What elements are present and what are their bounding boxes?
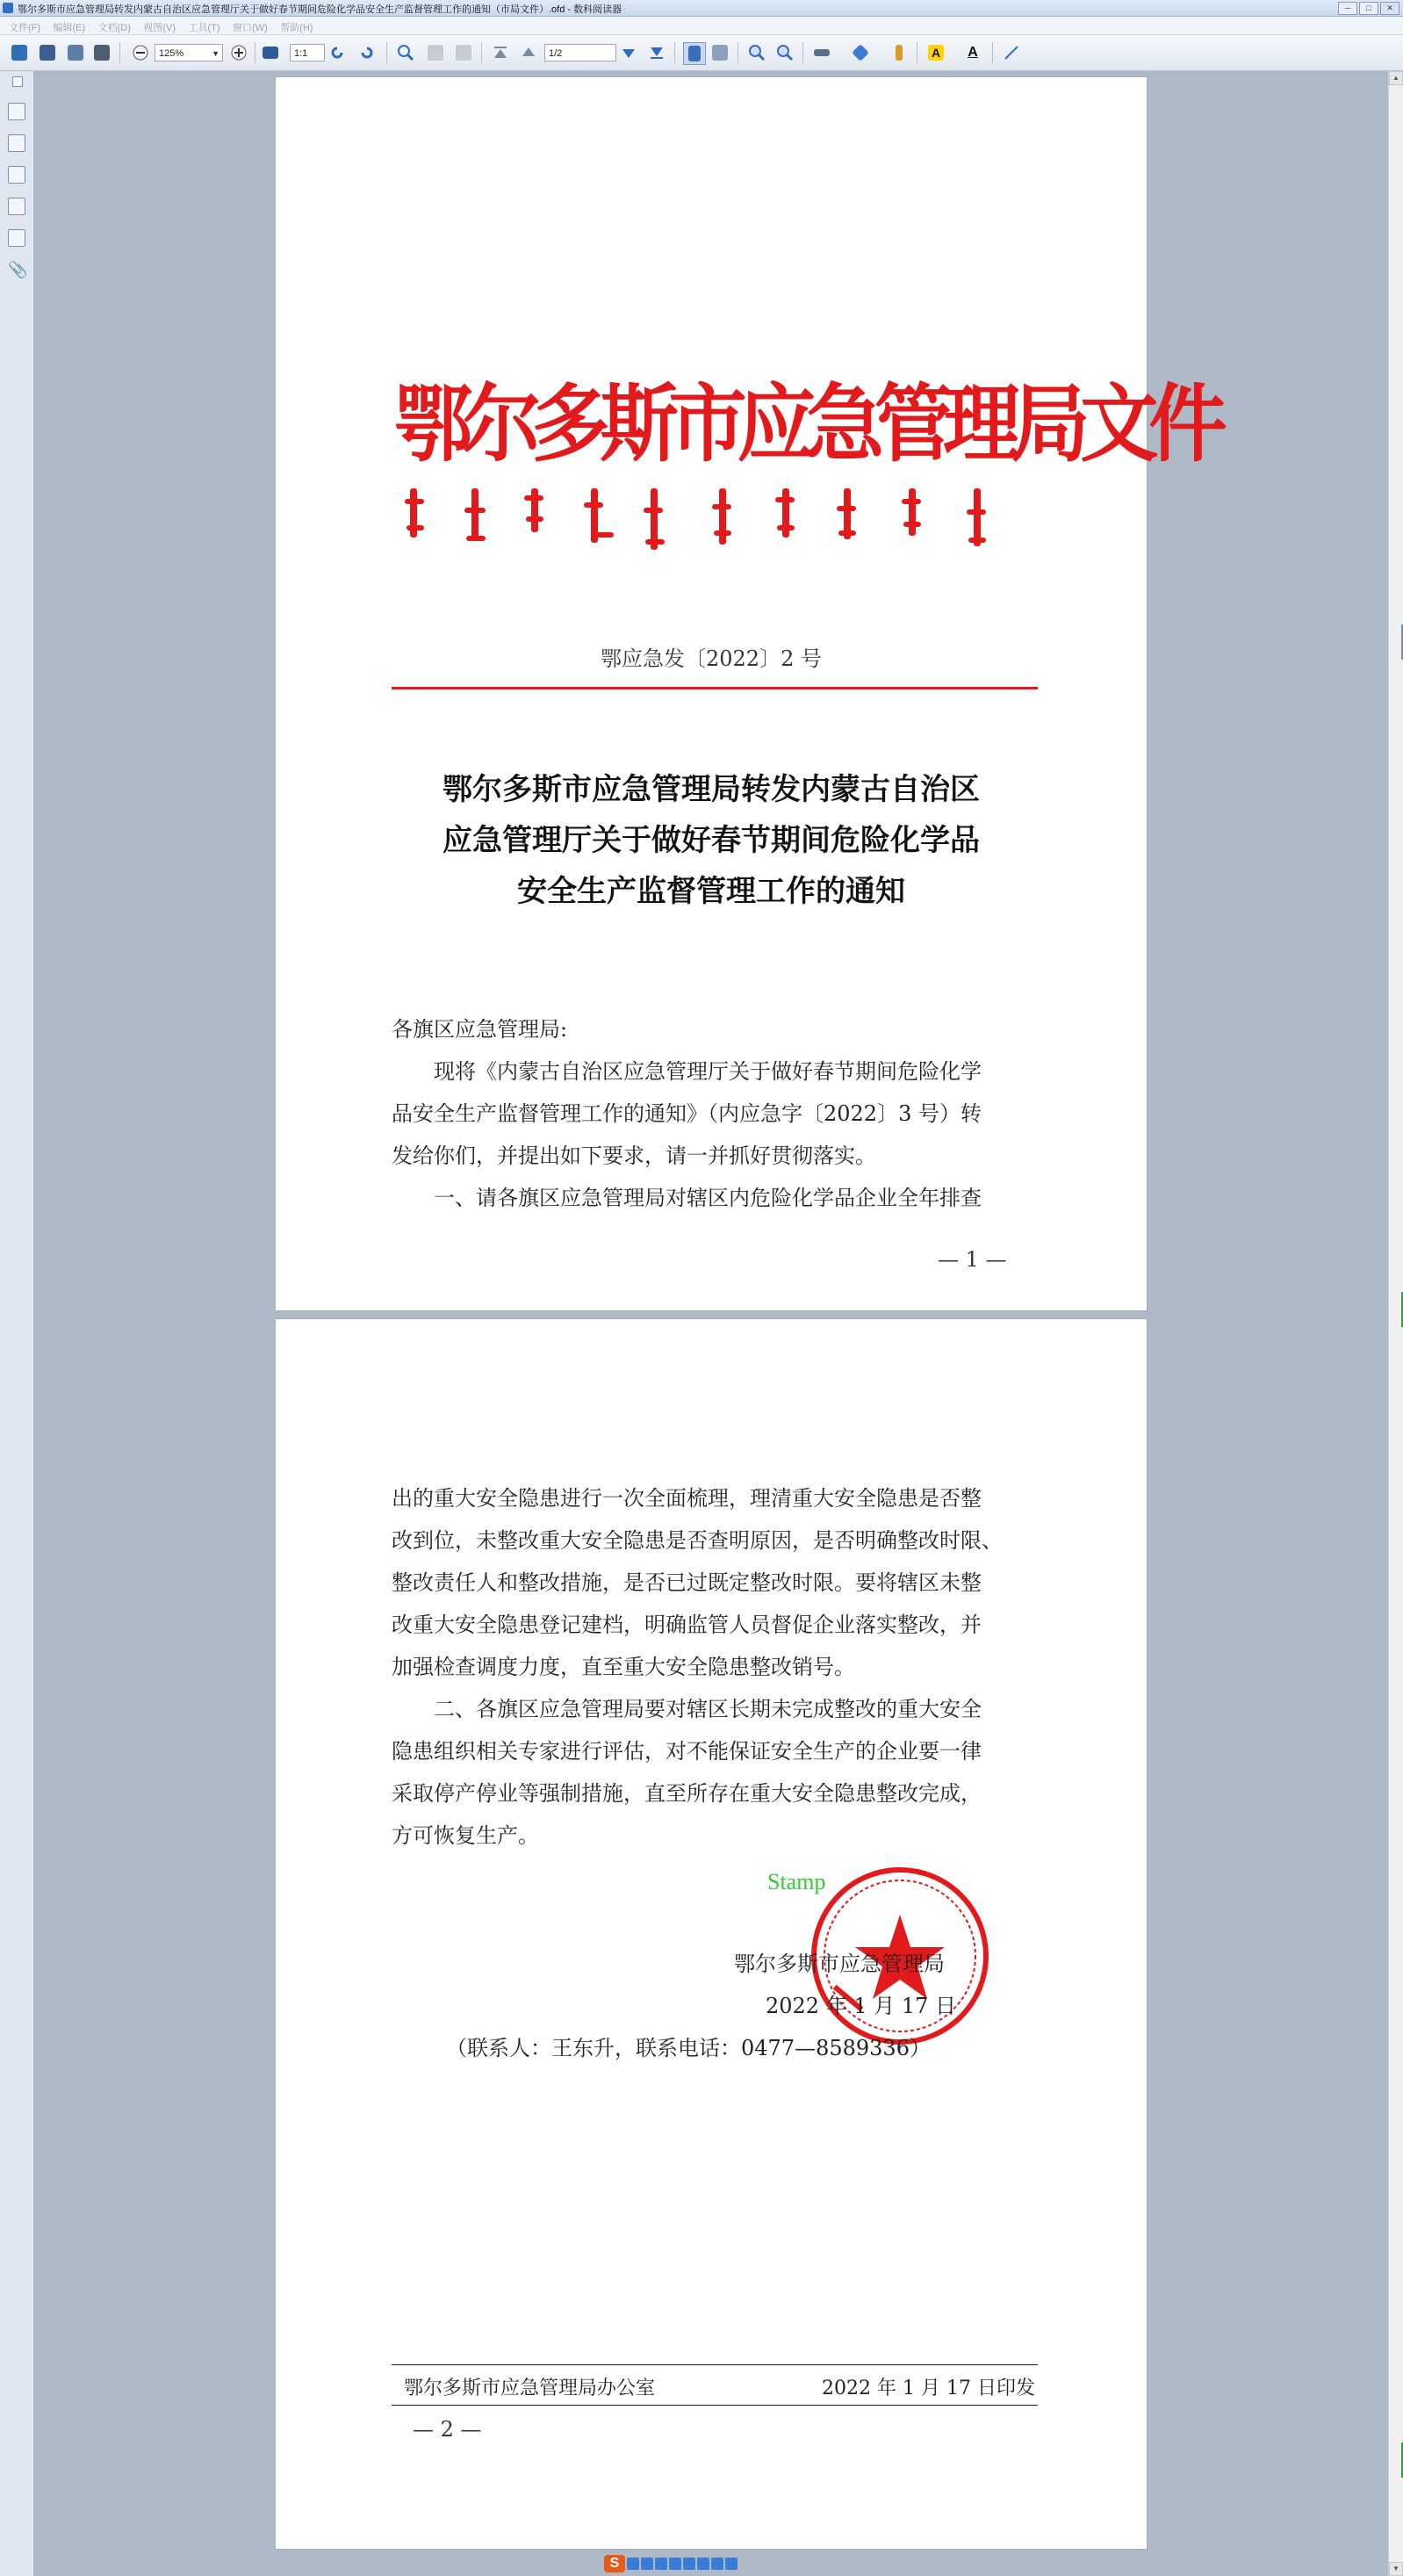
text-line: 整改责任人和整改措施，是否已过既定整改时限。要将辖区未整 xyxy=(392,1570,982,1595)
text-line: 加强检查调度力度，直至重大安全隐患整改销号。 xyxy=(392,1655,855,1679)
scroll-down-icon[interactable]: ▼ xyxy=(1389,2562,1403,2576)
title-line: 鄂尔多斯市应急管理局转发内蒙古自治区 xyxy=(442,772,980,807)
undo-icon[interactable] xyxy=(425,42,446,63)
red-header-title: 鄂尔多斯市应急管理局文件 xyxy=(394,374,1218,473)
paragraph-2: 一、请各旗区应急管理局对辖区内危险化学品企业全年排查 xyxy=(434,1186,982,1210)
ime-tools-icon[interactable] xyxy=(725,2558,737,2570)
ime-chinese-icon[interactable] xyxy=(627,2558,639,2570)
layers-icon[interactable] xyxy=(8,198,25,215)
search-icon[interactable] xyxy=(395,42,416,63)
ime-punct-icon[interactable] xyxy=(641,2558,653,2570)
signature-icon[interactable] xyxy=(811,42,832,63)
page-input[interactable] xyxy=(544,44,616,61)
menu-edit[interactable]: 编辑(E) xyxy=(53,23,86,33)
toolbar xyxy=(0,35,1403,71)
open-file-icon[interactable] xyxy=(9,42,30,63)
menu-window[interactable]: 窗口(W) xyxy=(232,23,268,33)
menu-file[interactable]: 文件(F) xyxy=(9,23,41,33)
ime-logo-icon[interactable]: S xyxy=(604,2555,625,2572)
menu-bar xyxy=(0,17,1403,35)
attachment-icon[interactable]: 📎 xyxy=(8,261,28,278)
fullscreen-icon[interactable] xyxy=(260,42,281,63)
footer-office: 鄂尔多斯市应急管理局办公室 xyxy=(404,2378,656,2399)
document-page-1 xyxy=(276,77,1218,1310)
paragraph-3 xyxy=(392,1688,1038,1857)
page-number: — 1 — xyxy=(938,1247,1007,1272)
strikethrough-icon[interactable]: A xyxy=(968,45,978,60)
vertical-scrollbar[interactable] xyxy=(1388,71,1403,2576)
highlighter-icon[interactable] xyxy=(889,42,910,63)
rotate-right-icon[interactable] xyxy=(356,42,378,63)
mongolian-script-image xyxy=(394,374,1218,569)
ime-voice-icon[interactable] xyxy=(669,2558,681,2570)
text-line: 改到位，未整改重大安全隐患是否查明原因，是否明确整改时限、 xyxy=(392,1528,1003,1553)
ime-emoji-icon[interactable] xyxy=(655,2558,667,2570)
page-number: — 2 — xyxy=(413,2417,482,2442)
stamp-icon[interactable] xyxy=(850,42,871,63)
last-page-icon[interactable] xyxy=(646,42,667,63)
red-header xyxy=(394,374,1218,569)
paragraph-continued xyxy=(392,1477,1038,1688)
footer-print-date: 2022 年 1 月 17 日印发 xyxy=(822,2378,1035,2399)
contact-info: （联系人：王东升，联系电话：0477—8589336） xyxy=(446,2036,931,2060)
zoom-area-icon[interactable] xyxy=(774,42,795,63)
document-page-2 xyxy=(276,1319,1147,2549)
select-text-icon[interactable] xyxy=(709,42,730,63)
title-line: 安全生产监督管理工作的通知 xyxy=(517,874,905,909)
ime-skin-icon[interactable] xyxy=(697,2558,709,2570)
page-value: 1/2 xyxy=(549,48,563,59)
footer-bottom-line xyxy=(392,2405,1038,2406)
salutation: 各旗区应急管理局: xyxy=(392,1017,568,1042)
zoom-in-icon[interactable] xyxy=(228,42,249,63)
close-button[interactable]: ✕ xyxy=(1380,2,1399,15)
document-number: 鄂应急发〔2022〕2 号 xyxy=(601,646,822,671)
text-line: 隐患组织相关专家进行评估，对不能保证安全生产的企业要一律 xyxy=(392,1739,982,1764)
next-page-icon[interactable] xyxy=(618,42,639,63)
zoom-value: 125% xyxy=(159,48,184,59)
menu-document[interactable]: 文档(D) xyxy=(97,23,131,33)
menu-tools[interactable]: 工具(T) xyxy=(188,23,220,33)
actual-size-button[interactable] xyxy=(290,44,325,61)
footer-top-line xyxy=(392,2364,1038,2365)
outline-icon[interactable] xyxy=(8,166,25,184)
print-icon[interactable] xyxy=(91,42,112,63)
text-line: 出的重大安全隐患进行一次全面梳理，理清重大安全隐患是否整 xyxy=(392,1486,982,1511)
actual-size-label: 1:1 xyxy=(294,48,308,59)
text-line: 现将《内蒙古自治区应急管理厅关于做好春节期间危险化学 xyxy=(434,1059,982,1084)
chevron-down-icon: ▼ xyxy=(212,49,219,58)
pages-icon[interactable] xyxy=(8,134,25,152)
red-divider xyxy=(392,687,1038,689)
stamp-annotation-label[interactable]: Stamp xyxy=(767,1869,826,1894)
title-line: 应急管理厅关于做好春节期间危险化学品 xyxy=(442,823,980,858)
annotations-icon[interactable] xyxy=(8,229,25,247)
hand-tool-icon[interactable] xyxy=(683,42,706,65)
ime-keyboard-icon[interactable] xyxy=(683,2558,695,2570)
save-as-icon[interactable] xyxy=(65,42,86,63)
signer: 鄂尔多斯市应急管理局 xyxy=(734,1952,945,1976)
redo-icon[interactable] xyxy=(453,42,474,63)
zoom-out-icon[interactable] xyxy=(130,42,151,63)
paragraph-1 xyxy=(392,1050,1038,1177)
title-bar xyxy=(0,0,1403,17)
prev-page-icon[interactable] xyxy=(518,42,539,63)
sign-date: 2022 年 1 月 17 日 xyxy=(766,1994,957,2018)
text-line: 方可恢复生产。 xyxy=(392,1823,539,1848)
panel-toggle-icon[interactable] xyxy=(12,76,23,87)
ime-toolbar[interactable] xyxy=(604,2554,788,2573)
first-page-icon[interactable] xyxy=(490,42,511,63)
line-tool-icon[interactable] xyxy=(1001,42,1022,63)
scroll-up-icon[interactable]: ▲ xyxy=(1389,71,1403,85)
ime-shirt-icon[interactable] xyxy=(711,2558,723,2570)
maximize-button[interactable]: □ xyxy=(1359,2,1378,15)
save-icon[interactable] xyxy=(37,42,58,63)
text-line: 改重大安全隐患登记建档，明确监管人员督促企业落实整改，并 xyxy=(392,1613,982,1637)
text-line: 二、各旗区应急管理局要对辖区长期未完成整改的重大安全 xyxy=(434,1697,982,1721)
left-panel xyxy=(0,71,34,2576)
menu-help[interactable]: 帮助(H) xyxy=(280,23,313,33)
magnify-icon[interactable] xyxy=(746,42,767,63)
text-highlight-icon[interactable]: A xyxy=(925,42,946,63)
document-title xyxy=(276,764,1147,917)
window-title: 鄂尔多斯市应急管理局转发内蒙古自治区应急管理厅关于做好春节期间危险化学品安全生产监督管理工作的通知（市局文件）.ofd - 数科阅读器 xyxy=(18,4,622,15)
minimize-button[interactable]: ─ xyxy=(1338,2,1357,15)
app-icon xyxy=(3,3,13,13)
thumbnails-icon[interactable] xyxy=(8,103,25,120)
text-line: 采取停产停业等强制措施，直至所存在重大安全隐患整改完成， xyxy=(392,1781,982,1806)
zoom-select[interactable] xyxy=(155,44,223,61)
text-line: 品安全生产监督管理工作的通知》（内应急字〔2022〕3 号）转 xyxy=(392,1101,982,1126)
text-line: 发给你们，并提出如下要求，请一并抓好贯彻落实。 xyxy=(392,1144,876,1168)
rotate-left-icon[interactable] xyxy=(327,42,348,63)
menu-view[interactable]: 视图(V) xyxy=(143,23,176,33)
